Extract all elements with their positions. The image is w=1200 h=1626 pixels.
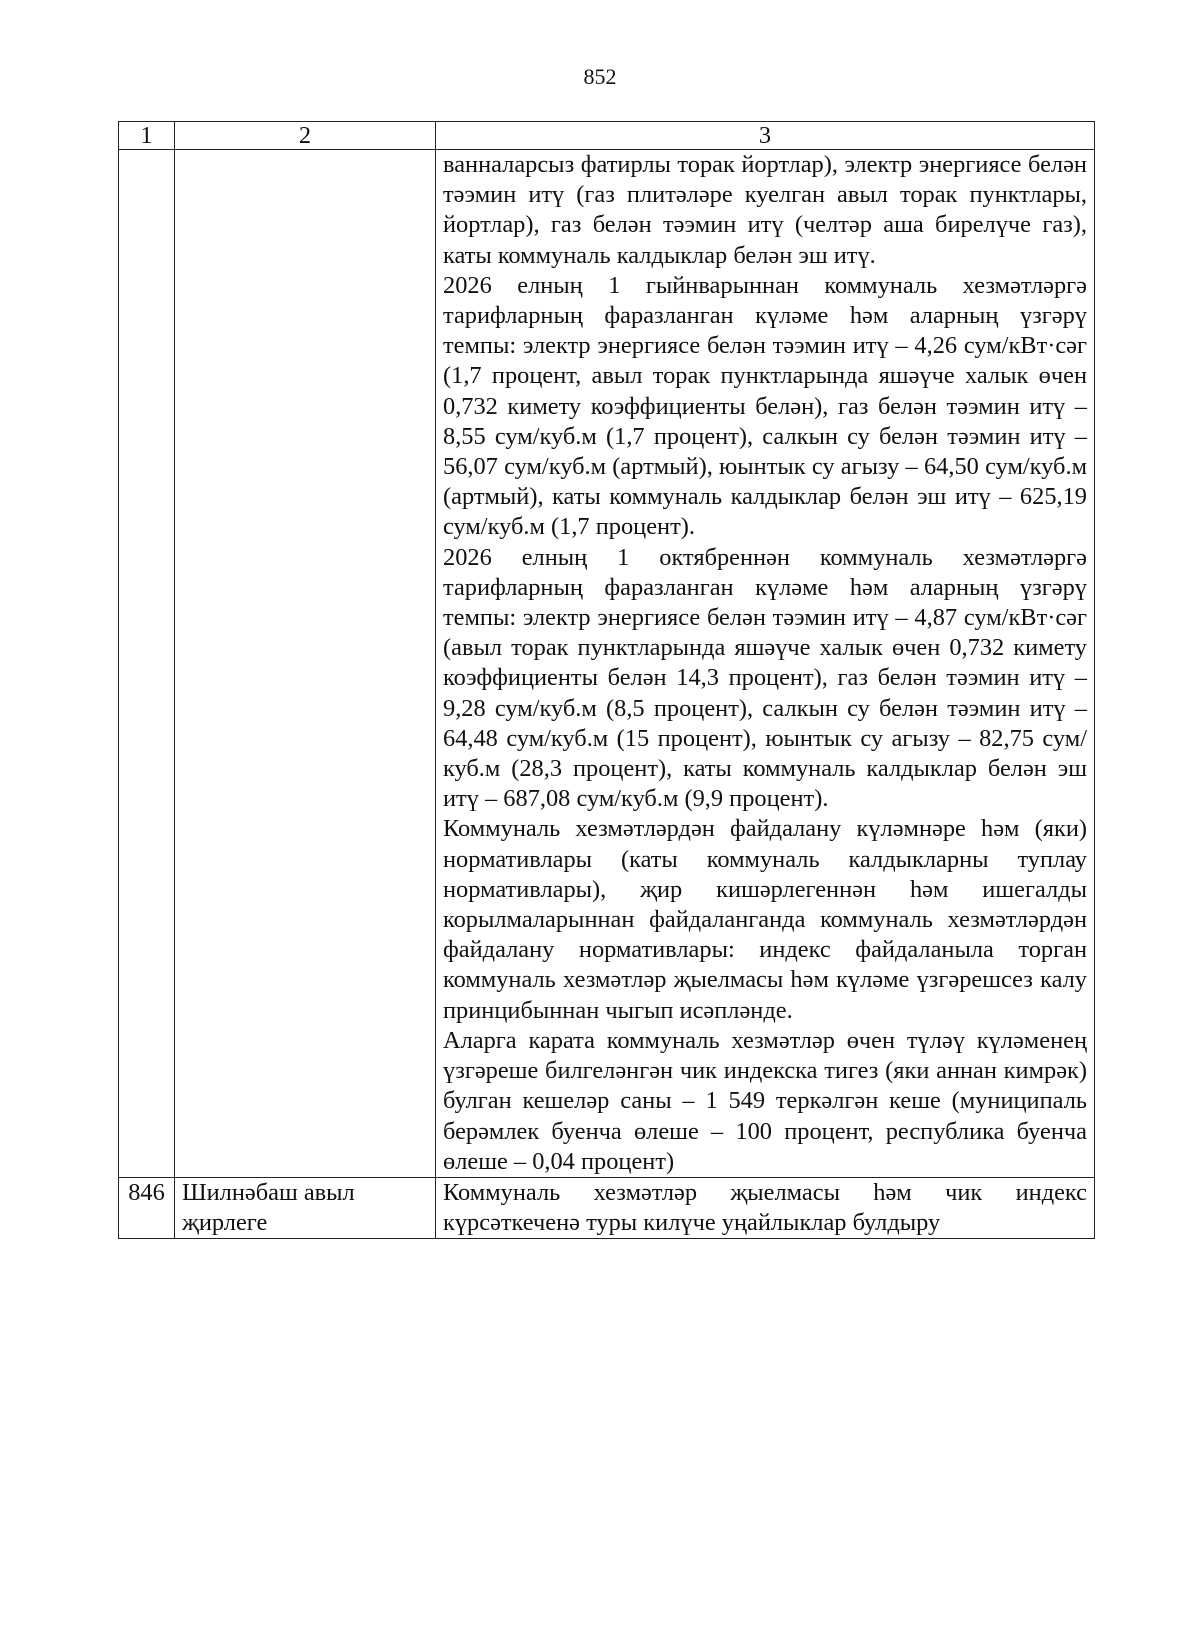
row-description bbox=[436, 150, 1095, 1178]
table-row bbox=[119, 150, 1095, 1178]
table-row bbox=[119, 1177, 1095, 1238]
paragraph: Аларга карата коммуналь хезмәтләр өчен түләү күләменең үзгәреше билгеләнгән чик индекска тигез (яки аннан кимрәк) булган кешеләр саны – 1 549 теркәлгән кеше (муниципаль берәмлек буенча өлеше – 100 процент, республика буенча өлеше – 0,04 процент) bbox=[443, 1026, 1087, 1175]
paragraph: Коммуналь хезмәтләр җыелмасы һәм чик индекс күрсәткеченә туры килүче уңайлыклар булдыру bbox=[443, 1178, 1087, 1237]
row-name: Шилнәбаш авыл җирлеге bbox=[175, 1177, 436, 1238]
paragraph: 2026 елның 1 гыйнварыннан коммуналь хезмәтләргә тарифларның фаразланган күләме һәм аларның үзгәрү темпы: электр энергиясе белән тәэмин итү – 4,26 сум/кВт·сәг (1,7 процент, авыл торак пунктларында яшәүче халык өчен 0,732 кимету коэффициенты белән), газ белән тәэмин итү – 8,55 сум/куб.м (1,7 процент), салкын су белән тәэмин итү – 56,07 сум/куб.м (артмый), юынтык су агызу – 64,50 сум/куб.м (артмый), каты коммуналь калдыклар белән эш итү – 625,19 сум/куб.м (1,7 процент). bbox=[443, 271, 1087, 541]
paragraph: 2026 елның 1 октябреннән коммуналь хезмәтләргә тарифларның фаразланган күләме һәм аларның үзгәрү темпы: электр энергиясе белән тәэмин итү – 4,87 сум/кВт·сәг (авыл торак пунктларында яшәүче халык өчен 0,732 кимету коэффициенты белән 14,3 процент), газ белән тәэмин итү – 9,28 сум/куб.м (8,5 процент), салкын су белән тәэмин итү – 64,48 сум/куб.м (15 процент), юынтык су агызу – 82,75 сум/куб.м (28,3 процент), каты коммуналь калдыклар белән эш итү – 687,08 сум/куб.м (9,9 процент). bbox=[443, 543, 1087, 813]
table-header-row bbox=[119, 122, 1095, 150]
document-table bbox=[118, 121, 1095, 1239]
header-col-1: 1 bbox=[119, 122, 175, 150]
header-col-3: 3 bbox=[436, 122, 1095, 150]
row-number bbox=[119, 150, 175, 1178]
row-number: 846 bbox=[119, 1177, 175, 1238]
paragraph: Коммуналь хезмәтләрдән файдалану күләмнәре һәм (яки) нормативлары (каты коммуналь калдыкларны туплау нормативлары), җир кишәрлегеннән һәм ишегалды корылмаларыннан файдаланганда коммуналь хезмәтләрдән файдалану нормативлары: индекс файдаланыла торган коммуналь хезмәтләр җыелмасы һәм күләме үзгәрешсез калу принцибыннан чыгып исәпләнде. bbox=[443, 815, 1087, 1024]
paragraph: ванналарсыз фатирлы торак йортлар), электр энергиясе белән тәэмин итү (газ плитәләре куелган авыл торак пунктлары, йортлар), газ белән тәэмин итү (челтәр аша бирелүче газ), каты коммуналь калдыклар белән эш итү. bbox=[443, 151, 1087, 269]
row-name bbox=[175, 150, 436, 1178]
page-number: 852 bbox=[583, 64, 617, 89]
row-description bbox=[436, 1177, 1095, 1238]
header-col-2: 2 bbox=[175, 122, 436, 150]
